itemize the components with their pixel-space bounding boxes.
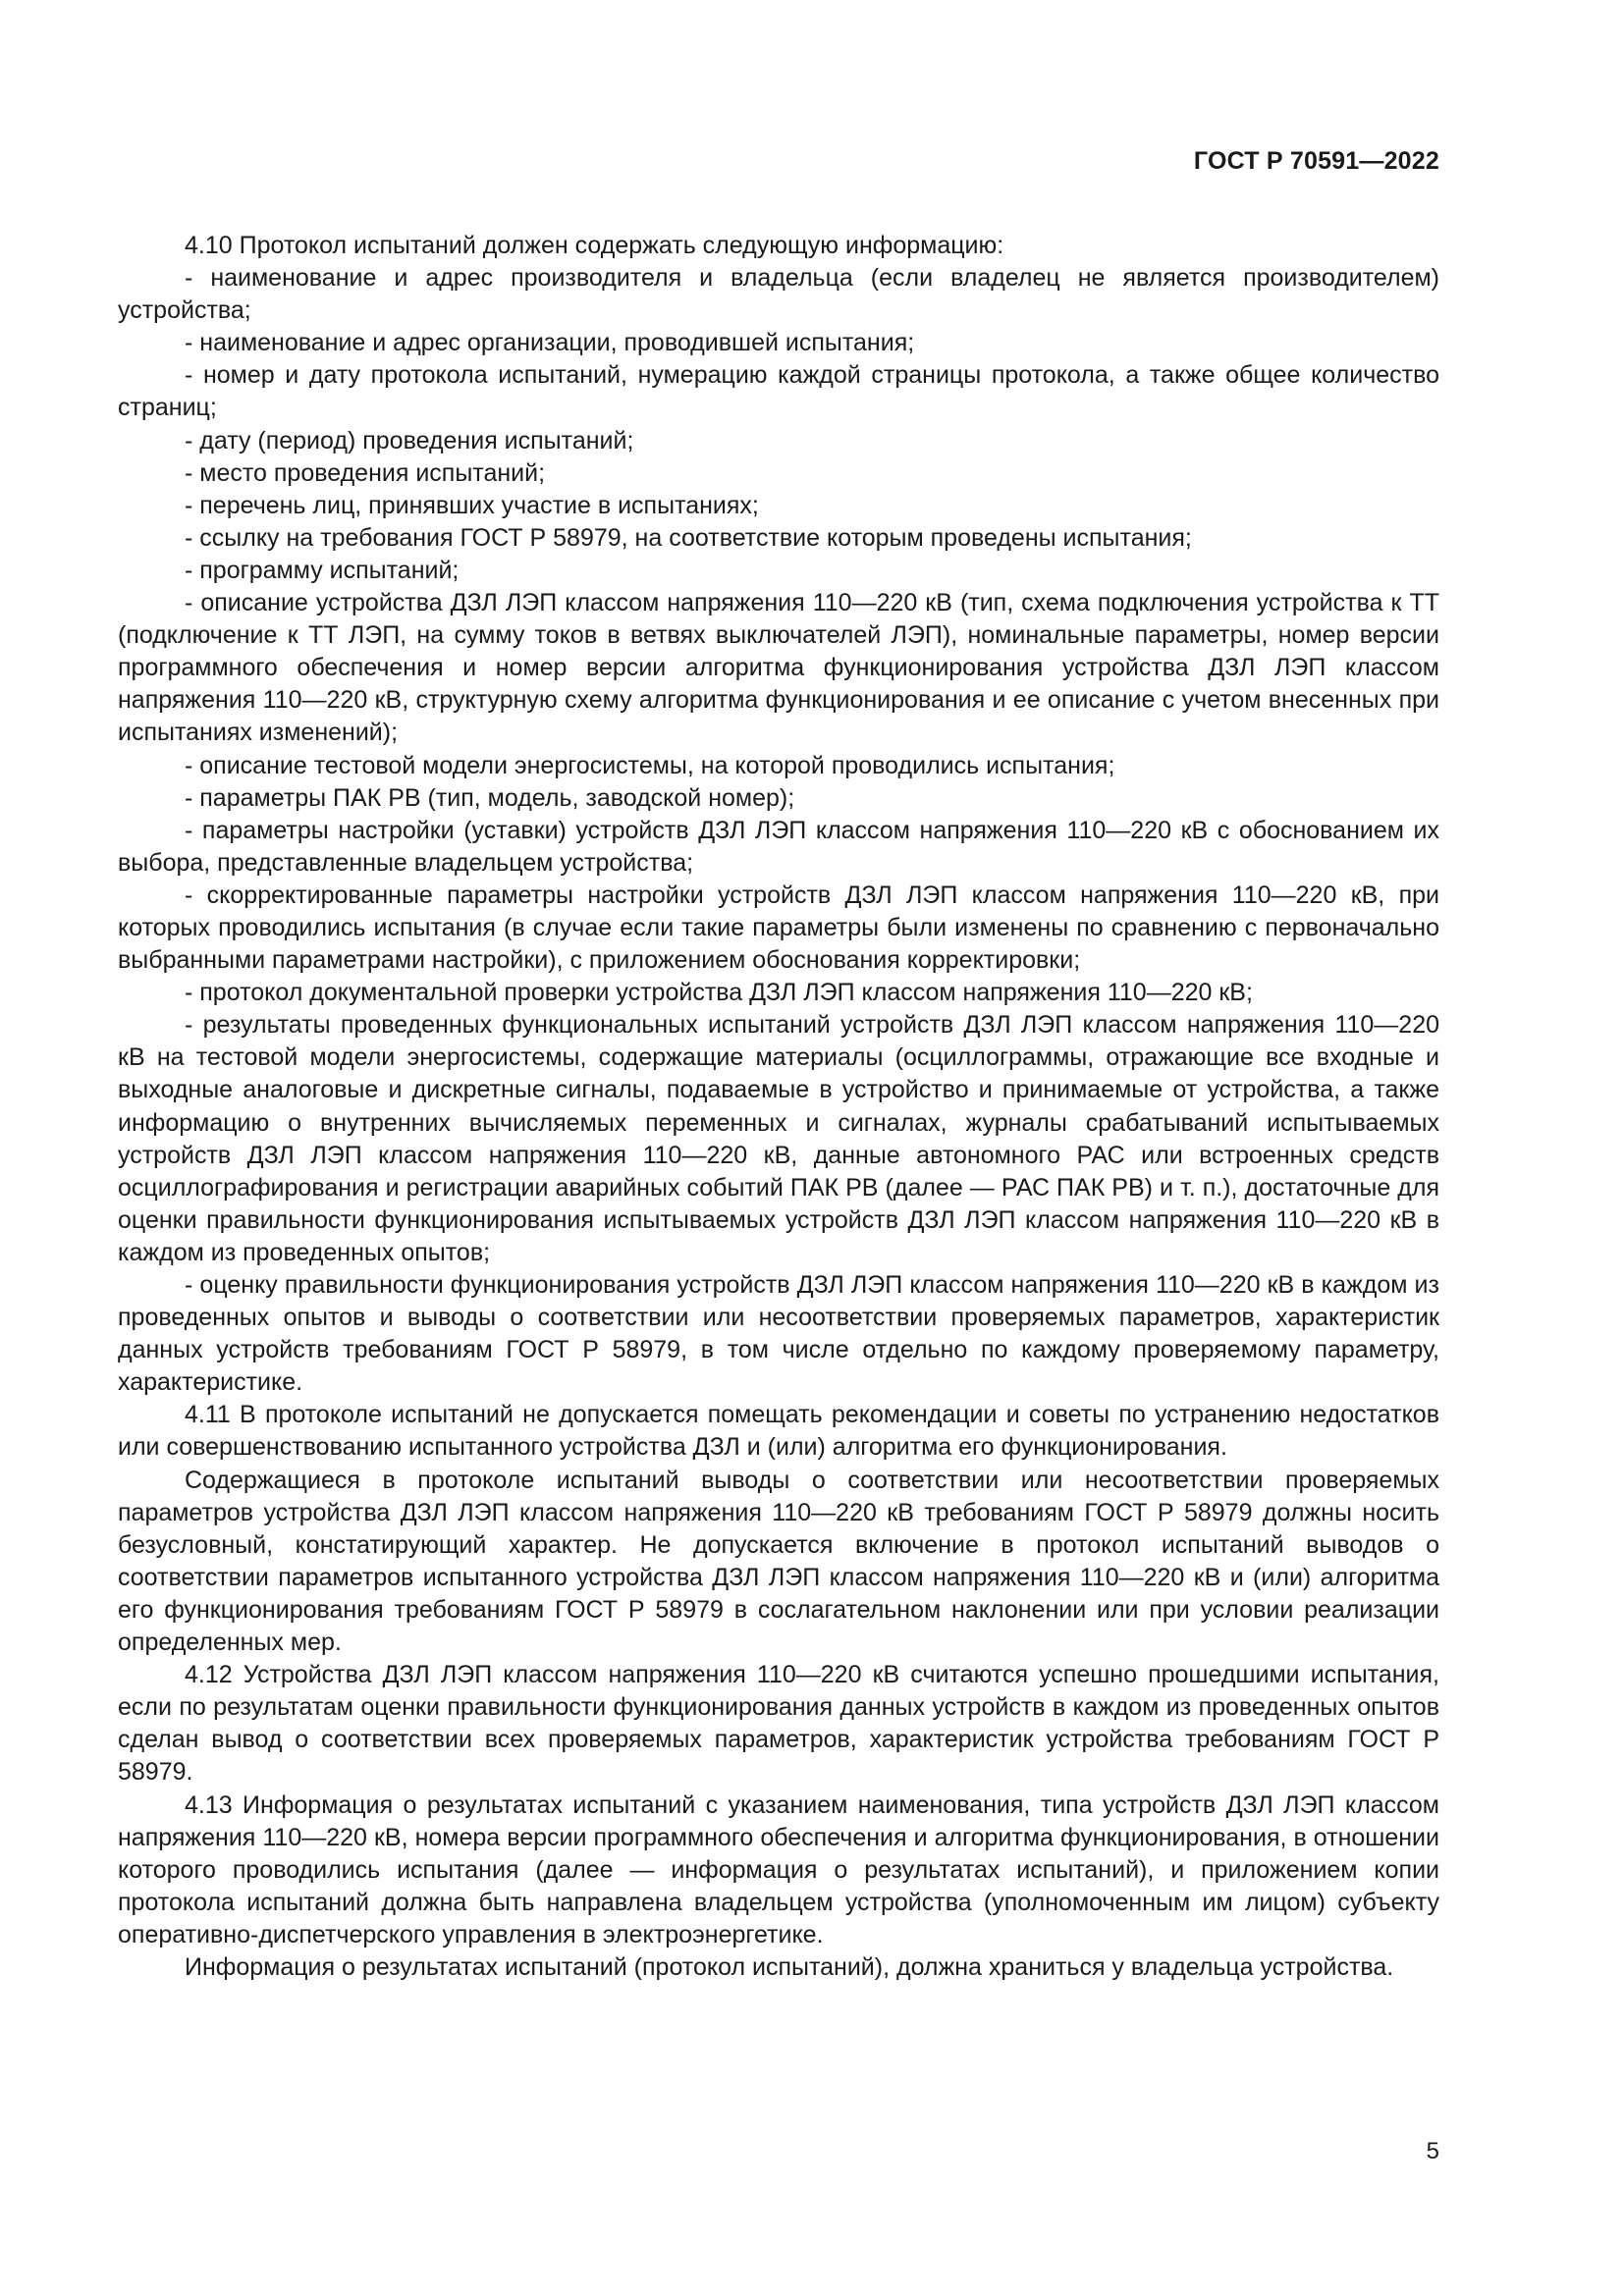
list-item-manufacturer: - наименование и адрес производителя и владельца (если владелец не является производителем) устройства;: [118, 264, 1439, 325]
list-item-corrected-settings: - скорректированные параметры настройки устройств ДЗЛ ЛЭП классом напряжения 110—220 кВ, при которых проводились испытания (в случае если такие параметры были изменены по сравнению с первоначально выбранными параметрами настройки), с приложением обоснования корректировки;: [118, 881, 1439, 975]
paragraph-4-11: 4.11 В протоколе испытаний не допускается помещать рекомендации и советы по устранению недостатков или совершенствованию испытанного устройства ДЗЛ и (или) алгоритма его функционирования.: [118, 1401, 1439, 1462]
list-item-assessment: - оценку правильности функционирования устройств ДЗЛ ЛЭП классом напряжения 110—220 кВ в каждом из проведенных опытов и выводы о соответствии или несоответствии проверяемых параметров, характеристик данных устройств требованиям ГОСТ Р 58979, в том числе отдельно по каждому проверяемому параметру, характеристике.: [118, 1271, 1439, 1397]
list-item-participants: - перечень лиц, принявших участие в испытаниях;: [185, 491, 759, 519]
paragraph-4-13-storage: Информация о результатах испытаний (протокол испытаний), должна храниться у владельца устройства.: [185, 1952, 1394, 1981]
list-item-functional-results: - результаты проведенных функциональных испытаний устройств ДЗЛ ЛЭП классом напряжения 110—220 кВ на тестовой модели энергосистемы, содержащие материалы (осциллограммы, отражающие все входные и выходные аналоговые и дискретные сигналы, подаваемые в устройство и принимаемые от устройства, а также информацию о внутренних вычисляемых переменных и сигналах, журналы срабатываний испытываемых устройств ДЗЛ ЛЭП классом напряжения 110—220 кВ, данные автономного РАС или встроенных средств осциллографирования и регистрации аварийных событий ПАК РВ (далее — РАС ПАК РВ) и т. п.), достаточные для оценки правильности функционирования испытываемых устройств ДЗЛ ЛЭП классом напряжения 110—220 кВ в каждом из проведенных опытов;: [118, 1011, 1439, 1266]
paragraph-4-13: 4.13 Информация о результатах испытаний с указанием наименования, типа устройств ДЗЛ ЛЭП классом напряжения 110—220 кВ, номера версии программного обеспечения и алгоритма функционирования, в отношении которого проводились испытания (далее — информация о результатах испытаний), и приложением копии протокола испытаний должна быть направлена владельцем устройства (уполномоченным им лицом) субъекту оперативно-диспетчерского управления в электроэнергетике.: [118, 1790, 1439, 1949]
paragraph-4-12: 4.12 Устройства ДЗЛ ЛЭП классом напряжения 110—220 кВ считаются успешно прошедшими испытания, если по результатам оценки правильности функционирования данных устройств в каждом из проведенных опытов сделан вывод о соответствии всех проверяемых параметров, характеристик устройства требованиям ГОСТ Р 58979.: [118, 1661, 1439, 1787]
list-item-pak-rv-params: - параметры ПАК РВ (тип, модель, заводской номер);: [185, 783, 795, 812]
page-number: 5: [1426, 2138, 1439, 2164]
list-item-settings: - параметры настройки (уставки) устройств ДЗЛ ЛЭП классом напряжения 110—220 кВ с обоснованием их выбора, представленные владельцем устройства;: [118, 816, 1439, 877]
list-item-test-program: - программу испытаний;: [185, 556, 460, 584]
list-item-organization: - наименование и адрес организации, проводившей испытания;: [185, 329, 915, 357]
paragraph-4-10-intro: 4.10 Протокол испытаний должен содержать следующую информацию:: [185, 232, 1004, 259]
list-item-test-place: - место проведения испытаний;: [185, 458, 546, 487]
list-item-device-description: - описание устройства ДЗЛ ЛЭП классом напряжения 110—220 кВ (тип, схема подключения устройства к ТТ (подключение к ТТ ЛЭП, на сумму токов в ветвях выключателей ЛЭП), номинальные параметры, номер версии программного обеспечения и номер версии алгоритма функционирования устройства ДЗЛ ЛЭП классом напряжения 110—220 кВ, структурную схему алгоритма функционирования и ее описание с учетом внесенных при испытаниях изменений);: [118, 589, 1439, 747]
list-item-protocol-number: - номер и дату протокола испытаний, нумерацию каждой страницы протокола, а также общее количество страниц;: [118, 361, 1439, 422]
document-body: [118, 230, 1439, 1984]
list-item-requirements-link: - ссылку на требования ГОСТ Р 58979, на соответствие которым проведены испытания;: [185, 523, 1192, 552]
list-item-test-model: - описание тестовой модели энергосистемы, на которой проводились испытания;: [185, 751, 1115, 779]
paragraph-4-11-conclusions: Содержащиеся в протоколе испытаний выводы о соответствии или несоответствии проверяемых параметров устройства ДЗЛ ЛЭП классом напряжения 110—220 кВ требованиям ГОСТ Р 58979 должны носить безусловный, констатирующий характер. Не допускается включение в протокол испытаний выводов о соответствии параметров испытанного устройства ДЗЛ ЛЭП классом напряжения 110—220 кВ и (или) алгоритма его функционирования требованиям ГОСТ Р 58979 в сослагательном наклонении или при условии реализации определенных мер.: [118, 1466, 1439, 1657]
list-item-documentary-check: - протокол документальной проверки устройства ДЗЛ ЛЭП классом напряжения 110—220 кВ;: [185, 979, 1253, 1007]
document-header: ГОСТ Р 70591—2022: [1193, 147, 1439, 175]
list-item-test-date: - дату (период) проведения испытаний;: [185, 426, 634, 454]
